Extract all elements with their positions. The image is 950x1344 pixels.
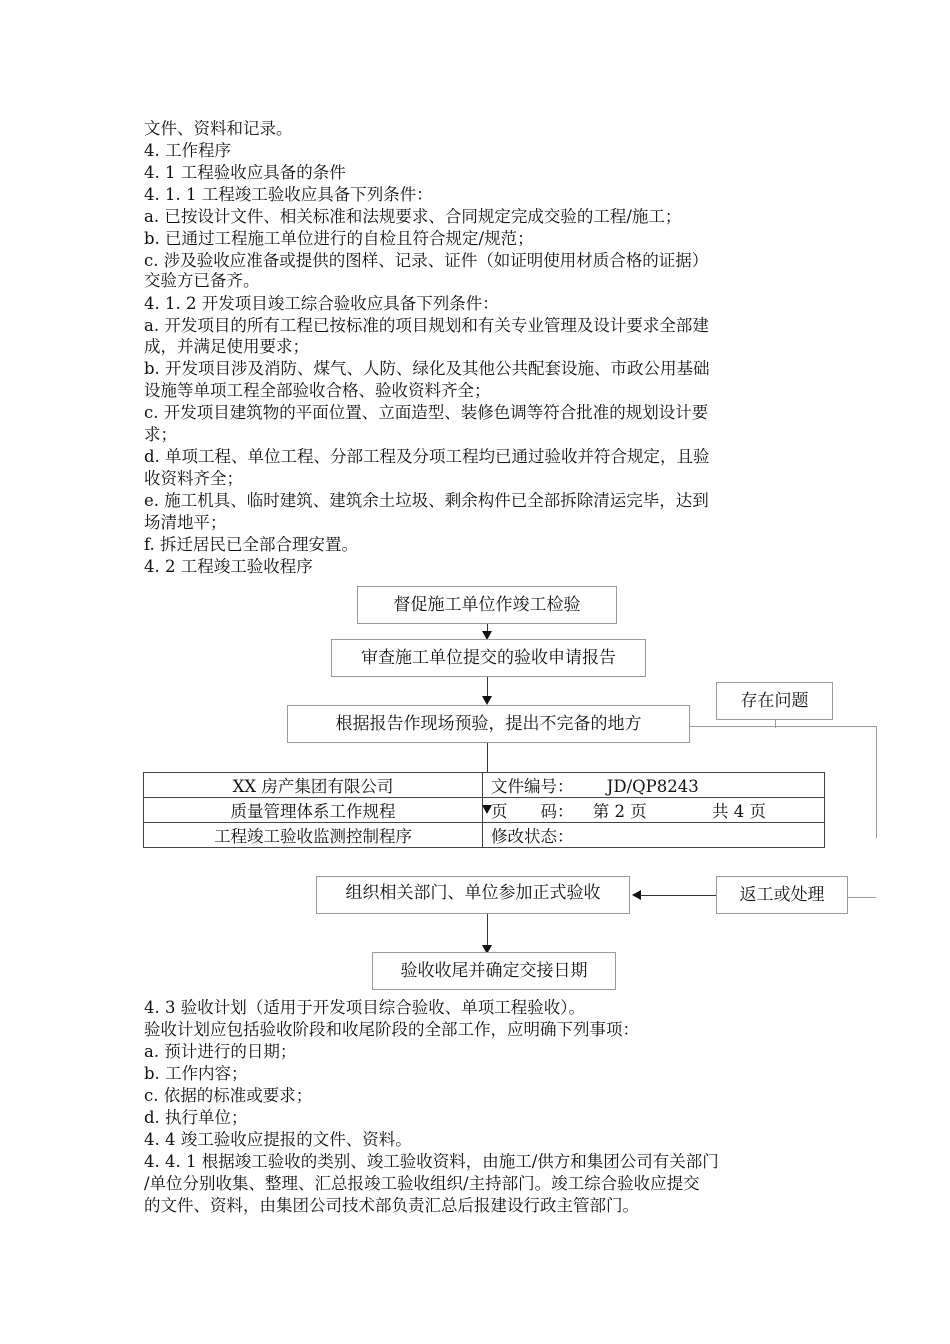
text-line: /单位分别收集、整理、汇总报竣工验收组织/主持部门。竣工综合验收应提交 — [144, 1174, 700, 1193]
flow-connector — [876, 726, 877, 838]
text-line: f. 拆迁居民已全部合理安置。 — [144, 535, 359, 554]
flow-step-closeout: 验收收尾并确定交接日期 — [372, 952, 616, 990]
text-line: 求； — [144, 425, 177, 444]
flow-connector — [848, 897, 876, 898]
document-header-table — [143, 772, 825, 848]
text-line: 交验方已备齐。 — [144, 271, 260, 290]
text-line: b. 已通过工程施工单位进行的自检且符合规定/规范； — [144, 229, 534, 248]
text-line: a. 预计进行的日期； — [144, 1042, 297, 1061]
text-line: b. 开发项目涉及消防、煤气、人防、绿化及其他公共配套设施、市政公用基础 — [144, 359, 710, 378]
flow-connector — [487, 677, 488, 697]
flow-connector — [487, 743, 488, 772]
text-line: 验收计划应包括验收阶段和收尾阶段的全部工作，应明确下列事项： — [144, 1020, 639, 1039]
doc-number-value: JD/QP8243 — [606, 777, 699, 796]
text-line: a. 已按设计文件、相关标准和法规要求、合同规定完成交验的工程/施工； — [144, 207, 682, 226]
text-line: 场清地平； — [144, 513, 227, 532]
doc-number-label: 文件编号： — [491, 777, 574, 796]
section-heading: 4. 4. 1 根据竣工验收的类别、竣工验收资料，由施工/供方和集团公司有关部门 — [144, 1152, 719, 1171]
section-heading: 4. 1. 2 开发项目竣工综合验收应具备下列条件： — [144, 294, 499, 313]
arrow-down-icon — [482, 696, 492, 705]
procedure-title: 工程竣工验收监测控制程序 — [144, 823, 483, 848]
section-heading: 4. 1 工程验收应具备的条件 — [144, 163, 346, 182]
revision-cell — [483, 823, 825, 848]
text-line: 成，并满足使用要求； — [144, 337, 309, 356]
text-line: 文件、资料和记录。 — [144, 119, 293, 138]
flow-connector — [690, 726, 877, 727]
section-heading: 4. 1. 1 工程竣工验收应具备下列条件： — [144, 185, 433, 204]
text-line: c. 依据的标准或要求； — [144, 1086, 313, 1105]
page-label: 页 码： — [491, 802, 574, 821]
text-line: c. 涉及验收应准备或提供的图样、记录、证件（如证明使用材质合格的证据） — [144, 251, 709, 270]
section-heading: 4. 4 竣工验收应提报的文件、资料。 — [144, 1130, 412, 1149]
flow-step-review-report: 审查施工单位提交的验收申请报告 — [331, 639, 646, 677]
text-line: 的文件、资料，由集团公司技术部负责汇总后报建设行政主管部门。 — [144, 1196, 639, 1215]
revision-label: 修改状态： — [491, 827, 574, 846]
text-line: 设施等单项工程全部验收合格、验收资料齐全； — [144, 381, 491, 400]
section-heading: 4. 2 工程竣工验收程序 — [144, 557, 313, 576]
manual-title: 质量管理体系工作规程 — [144, 798, 483, 823]
flow-step-issues: 存在问题 — [716, 682, 833, 720]
text-line: d. 执行单位； — [144, 1108, 248, 1127]
flow-connector — [640, 895, 716, 896]
text-line: c. 开发项目建筑物的平面位置、立面造型、装修色调等符合批准的规划设计要 — [144, 403, 709, 422]
section-heading: 4. 3 验收计划（适用于开发项目综合验收、单项工程验收）。 — [144, 998, 585, 1017]
page-value: 第 2 页 — [592, 802, 647, 821]
text-line: e. 施工机具、临时建筑、建筑余土垃圾、剩余构件已全部拆除清运完毕，达到 — [144, 491, 709, 510]
company-name: XX 房产集团有限公司 — [144, 773, 483, 798]
text-line: a. 开发项目的所有工程已按标准的项目规划和有关专业管理及设计要求全部建 — [144, 316, 709, 335]
section-heading: 4. 工作程序 — [144, 141, 231, 160]
text-line: b. 工作内容； — [144, 1064, 248, 1083]
arrow-down-icon — [482, 805, 492, 814]
doc-number-cell — [483, 773, 825, 798]
flow-step-formal-acceptance: 组织相关部门、单位参加正式验收 — [316, 876, 630, 914]
page-total: 共 4 页 — [712, 802, 766, 821]
page-number-cell — [483, 798, 825, 823]
text-line: d. 单项工程、单位工程、分部工程及分项工程均已通过验收并符合规定，且验 — [144, 447, 710, 466]
text-line: 收资料齐全； — [144, 469, 243, 488]
flow-step-pre-inspection: 根据报告作现场预验，提出不完备的地方 — [287, 705, 690, 743]
flow-connector — [487, 914, 488, 946]
flow-step-rework: 返工或处理 — [716, 876, 848, 914]
flow-step-inspection: 督促施工单位作竣工检验 — [357, 586, 617, 624]
